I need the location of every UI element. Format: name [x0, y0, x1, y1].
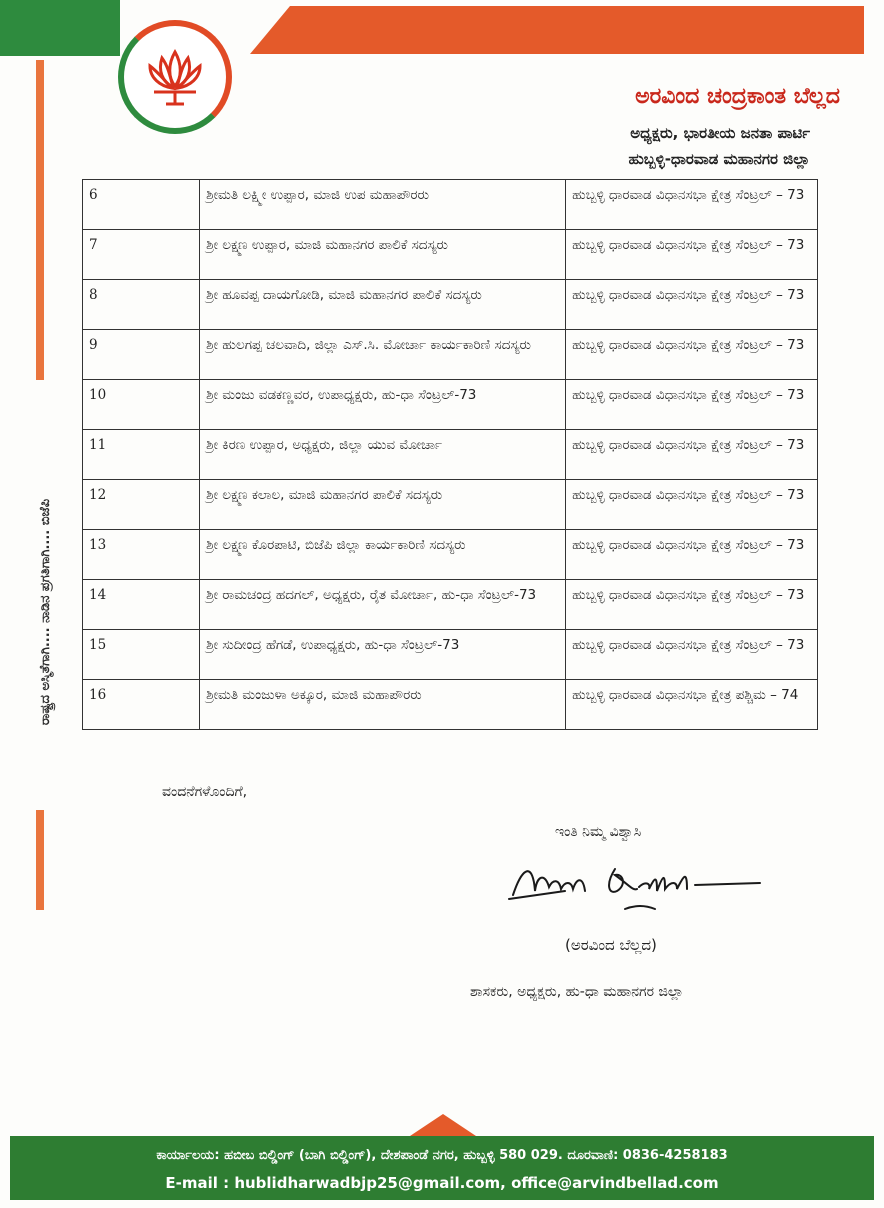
header-green-band: [0, 0, 120, 56]
side-slogan: ರಾಷ್ಟ್ರದ ಅಸ್ಮಿತೆಗಾಗಿ.... ನಾಡಿನ ಪ್ರಗತಿಗಾಗಿ.... ಬಿಜೆಪಿ: [38, 498, 53, 726]
member-name: ಶ್ರೀಮತಿ ಮಂಜುಳಾ ಅಕ್ಕೂರ, ಮಾಜಿ ಮಹಾಪೌರರು: [200, 680, 566, 730]
constituency: ಹುಬ್ಬಳ್ಳಿ ಧಾರವಾಡ ವಿಧಾನಸಭಾ ಕ್ಷೇತ್ರ ಪಶ್ಚಿಮ – 74: [566, 680, 818, 730]
member-name: ಶ್ರೀ ರಾಮಚಂದ್ರ ಹದಗಲ್, ಅಧ್ಯಕ್ಷರು, ರೈತ ಮೋರ್ಚಾ, ಹು-ಧಾ ಸೆಂಟ್ರಲ್-73: [200, 580, 566, 630]
header-orange-band: [250, 6, 864, 54]
table-row: [83, 380, 818, 430]
footer-address: ಕಾರ್ಯಾಲಯ: ಹಬೀಬ ಬಿಲ್ಡಿಂಗ್ (ಬಾಗಿ ಬಿಲ್ಡಿಂಗ್), ದೇಶಪಾಂಡೆ ನಗರ, ಹುಬ್ಬಳ್ಳಿ 580 029. ದೂರವಾಣಿ: 0836-4258183: [156, 1148, 728, 1163]
table-row: [83, 530, 818, 580]
member-name: ಶ್ರೀ ಕಿರಣ ಉಪ್ಪಾರ, ಅಧ್ಯಕ್ಷರು, ಜಿಲ್ಲಾ ಯುವ ಮೋರ್ಚಾ: [200, 430, 566, 480]
row-number: 13: [83, 530, 200, 580]
constituency: ಹುಬ್ಬಳ್ಳಿ ಧಾರವಾಡ ವಿಧಾನಸಭಾ ಕ್ಷೇತ್ರ ಸೆಂಟ್ರಲ್ – 73: [566, 280, 818, 330]
member-name: ಶ್ರೀ ಹುಲಗಪ್ಪ ಚಲವಾದಿ, ಜಿಲ್ಲಾ ಎಸ್.ಸಿ. ಮೋರ್ಚಾ ಕಾರ್ಯಕಾರಿಣಿ ಸದಸ್ಯರು: [200, 330, 566, 380]
table-row: [83, 630, 818, 680]
constituency: ಹುಬ್ಬಳ್ಳಿ ಧಾರವಾಡ ವಿಧಾನಸಭಾ ಕ್ಷೇತ್ರ ಸೆಂಟ್ರಲ್ – 73: [566, 330, 818, 380]
row-number: 16: [83, 680, 200, 730]
members-table: [82, 179, 818, 730]
signer-name: (ಅರವಿಂದ ಬೆಲ್ಲದ): [565, 936, 657, 954]
member-name: ಶ್ರೀ ಹೂವಪ್ಪ ದಾಯಗೋಡಿ, ಮಾಜಿ ಮಹಾನಗರ ಪಾಲಿಕೆ ಸದಸ್ಯರು: [200, 280, 566, 330]
constituency: ಹುಬ್ಬಳ್ಳಿ ಧಾರವಾಡ ವಿಧಾನಸಭಾ ಕ್ಷೇತ್ರ ಸೆಂಟ್ರಲ್ – 73: [566, 380, 818, 430]
row-number: 6: [83, 180, 200, 230]
member-name: ಶ್ರೀಮತಿ ಲಕ್ಷ್ಮೀ ಉಪ್ಪಾರ, ಮಾಜಿ ಉಪ ಮಹಾಪೌರರು: [200, 180, 566, 230]
member-name: ಶ್ರೀ ಮಂಜು ವಡಕಣ್ಣವರ, ಉಪಾಧ್ಯಕ್ಷರು, ಹು-ಧಾ ಸೆಂಟ್ರಲ್-73: [200, 380, 566, 430]
row-number: 11: [83, 430, 200, 480]
table-row: [83, 180, 818, 230]
regards-line: ಇಂತಿ ನಿಮ್ಮ ವಿಶ್ವಾಸಿ: [555, 824, 642, 840]
signature-image: [505, 855, 765, 925]
table-row: [83, 330, 818, 380]
constituency: ಹುಬ್ಬಳ್ಳಿ ಧಾರವಾಡ ವಿಧಾನಸಭಾ ಕ್ಷೇತ್ರ ಸೆಂಟ್ರಲ್ – 73: [566, 430, 818, 480]
table-row: [83, 430, 818, 480]
row-number: 10: [83, 380, 200, 430]
row-number: 15: [83, 630, 200, 680]
letterhead-district: ಹುಬ್ಬಳ್ಳಿ-ಧಾರವಾಡ ಮಹಾನಗರ ಜಿಲ್ಲಾ: [628, 150, 810, 168]
letterhead-designation: ಅಧ್ಯಕ್ಷರು, ಭಾರತೀಯ ಜನತಾ ಪಾರ್ಟಿ: [630, 124, 810, 142]
table-row: [83, 580, 818, 630]
member-name: ಶ್ರೀ ಲಕ್ಷ್ಮಣ ಕಲಾಲ, ಮಾಜಿ ಮಹಾನಗರ ಪಾಲಿಕೆ ಸದಸ್ಯರು: [200, 480, 566, 530]
member-name: ಶ್ರೀ ಸುದೀಂದ್ರ ಹೆಗಡೆ, ಉಪಾಧ್ಯಕ್ಷರು, ಹು-ಧಾ ಸೆಂಟ್ರಲ್-73: [200, 630, 566, 680]
row-number: 7: [83, 230, 200, 280]
table-row: [83, 280, 818, 330]
constituency: ಹುಬ್ಬಳ್ಳಿ ಧಾರವಾಡ ವಿಧಾನಸಭಾ ಕ್ಷೇತ್ರ ಸೆಂಟ್ರಲ್ – 73: [566, 230, 818, 280]
constituency: ಹುಬ್ಬಳ್ಳಿ ಧಾರವಾಡ ವಿಧಾನಸಭಾ ಕ್ಷೇತ್ರ ಸೆಂಟ್ರಲ್ – 73: [566, 630, 818, 680]
table-row: [83, 480, 818, 530]
closing-line: ವಂದನೆಗಳೊಂದಿಗೆ,: [162, 784, 248, 800]
member-name: ಶ್ರೀ ಲಕ್ಷ್ಮಣ ಉಪ್ಪಾರ, ಮಾಜಿ ಮಹಾನಗರ ಪಾಲಿಕೆ ಸದಸ್ಯರು: [200, 230, 566, 280]
member-name: ಶ್ರೀ ಲಕ್ಷ್ಮಣ ಕೊರಪಾಟಿ, ಬಿಜೆಪಿ ಜಿಲ್ಲಾ ಕಾರ್ಯಕಾರಿಣಿ ಸದಸ್ಯರು: [200, 530, 566, 580]
constituency: ಹುಬ್ಬಳ್ಳಿ ಧಾರವಾಡ ವಿಧಾನಸಭಾ ಕ್ಷೇತ್ರ ಸೆಂಟ್ರಲ್ – 73: [566, 530, 818, 580]
row-number: 14: [83, 580, 200, 630]
footer-triangle: [410, 1114, 476, 1136]
row-number: 12: [83, 480, 200, 530]
constituency: ಹುಬ್ಬಳ್ಳಿ ಧಾರವಾಡ ವಿಧಾನಸಭಾ ಕ್ಷೇತ್ರ ಸೆಂಟ್ರಲ್ – 73: [566, 580, 818, 630]
lotus-icon: [140, 42, 210, 112]
table-row: [83, 680, 818, 730]
constituency: ಹುಬ್ಬಳ್ಳಿ ಧಾರವಾಡ ವಿಧಾನಸಭಾ ಕ್ಷೇತ್ರ ಸೆಂಟ್ರಲ್ – 73: [566, 480, 818, 530]
row-number: 8: [83, 280, 200, 330]
table-row: [83, 230, 818, 280]
letterhead-name: ಅರವಿಂದ ಚಂದ್ರಕಾಂತ ಬೆಲ್ಲದ: [635, 84, 840, 109]
constituency: ಹುಬ್ಬಳ್ಳಿ ಧಾರವಾಡ ವಿಧಾನಸಭಾ ಕ್ಷೇತ್ರ ಸೆಂಟ್ರಲ್ – 73: [566, 180, 818, 230]
side-saffron-bar-top: [36, 60, 44, 380]
signer-designation: ಶಾಸಕರು, ಅಧ್ಯಕ್ಷರು, ಹು-ಧಾ ಮಹಾನಗರ ಜಿಲ್ಲಾ: [470, 984, 684, 1000]
footer-email: E-mail : hublidharwadbjp25@gmail.com, office@arvindbellad.com: [165, 1174, 719, 1192]
row-number: 9: [83, 330, 200, 380]
